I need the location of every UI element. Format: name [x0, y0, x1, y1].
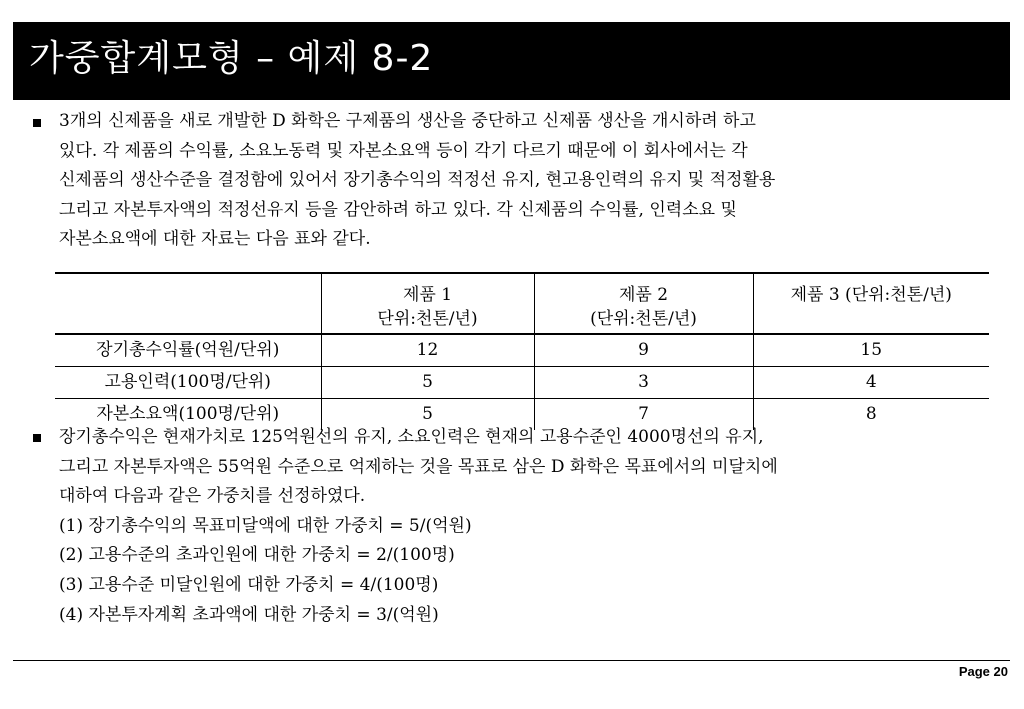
weight-item: (3) 고용수준 미달인원에 대한 가중치 = 4/(100명)	[59, 574, 439, 595]
table-header-row	[55, 273, 989, 334]
row-label: 장기총수익률(억원/단위)	[96, 340, 280, 361]
table-cell: 5	[321, 398, 534, 430]
table-cell: 5	[321, 366, 534, 398]
footer-divider	[13, 660, 1010, 661]
paragraph-line: 그리고 자본투자액은 55억원 수준으로 억제하는 것을 목표로 삼은 D 화학은 목표에서의 미달치에	[59, 456, 778, 477]
table-cell: 7	[534, 398, 753, 430]
product-data-table	[55, 272, 989, 430]
table-header-product-2	[534, 273, 753, 334]
paragraph-line: 장기총수익은 현재가치로 125억원선의 유지, 소요인력은 현재의 고용수준인 4000명선의 유지,	[59, 427, 764, 447]
paragraph-line: 자본소요액에 대한 자료는 다음 표와 같다.	[59, 229, 371, 250]
table-header-empty	[55, 273, 321, 334]
paragraph-line: 대하여 다음과 같은 가중치를 선정하였다.	[59, 486, 366, 507]
table-row	[55, 366, 989, 398]
weight-item: (1) 장기총수익의 목표미달액에 대한 가중치 = 5/(억원)	[59, 515, 472, 536]
header-line: 제품 3 (단위:천톤/년)	[790, 285, 952, 305]
weight-item: (2) 고용수준의 초과인원에 대한 가중치 = 2/(100명)	[59, 545, 455, 566]
slide-title: 가중합계모형 – 예제 8-2	[29, 38, 434, 79]
page-number: Page 20	[958, 664, 1008, 679]
table-cell: 12	[321, 334, 534, 366]
table-cell: 4	[753, 366, 989, 398]
row-label: 고용인력(100명/단위)	[104, 372, 271, 392]
bullet-icon	[33, 119, 41, 127]
intro-paragraph	[59, 107, 775, 255]
paragraph-line: 3개의 신제품을 새로 개발한 D 화학은 구제품의 생산을 중단하고 신제품 생산을 개시하려 하고	[59, 111, 756, 131]
header-line: 제품 1	[402, 285, 453, 305]
table-cell: 8	[753, 398, 989, 430]
paragraph-line: 그리고 자본투자액의 적정선유지 등을 감안하려 하고 있다. 각 신제품의 수익률, 인력소요 및	[59, 199, 737, 220]
weight-item: (4) 자본투자계획 초과액에 대한 가중치 = 3/(억원)	[59, 604, 439, 625]
table-header-product-3	[753, 273, 989, 334]
table-row	[55, 334, 989, 366]
table-cell: 3	[534, 366, 753, 398]
bullet-icon	[33, 434, 41, 442]
header-line: 단위:천톤/년)	[377, 309, 478, 329]
paragraph-line: 신제품의 생산수준을 결정함에 있어서 장기총수익의 적정선 유지, 현고용인력의 유지 및 적정활용	[59, 170, 776, 191]
table-cell: 9	[534, 334, 753, 366]
paragraph-line: 있다. 각 제품의 수익률, 소요노동력 및 자본소요액 등이 각기 다르기 때문에 이 회사에서는 각	[59, 140, 748, 161]
header-line: (단위:천톤/년)	[590, 309, 697, 329]
table-header-product-1	[321, 273, 534, 334]
title-bar	[13, 22, 1010, 100]
goals-paragraph	[59, 423, 778, 630]
row-label: 자본소요액(100명/단위)	[96, 404, 280, 425]
table-cell: 15	[753, 334, 989, 366]
header-line: 제품 2	[618, 285, 669, 305]
